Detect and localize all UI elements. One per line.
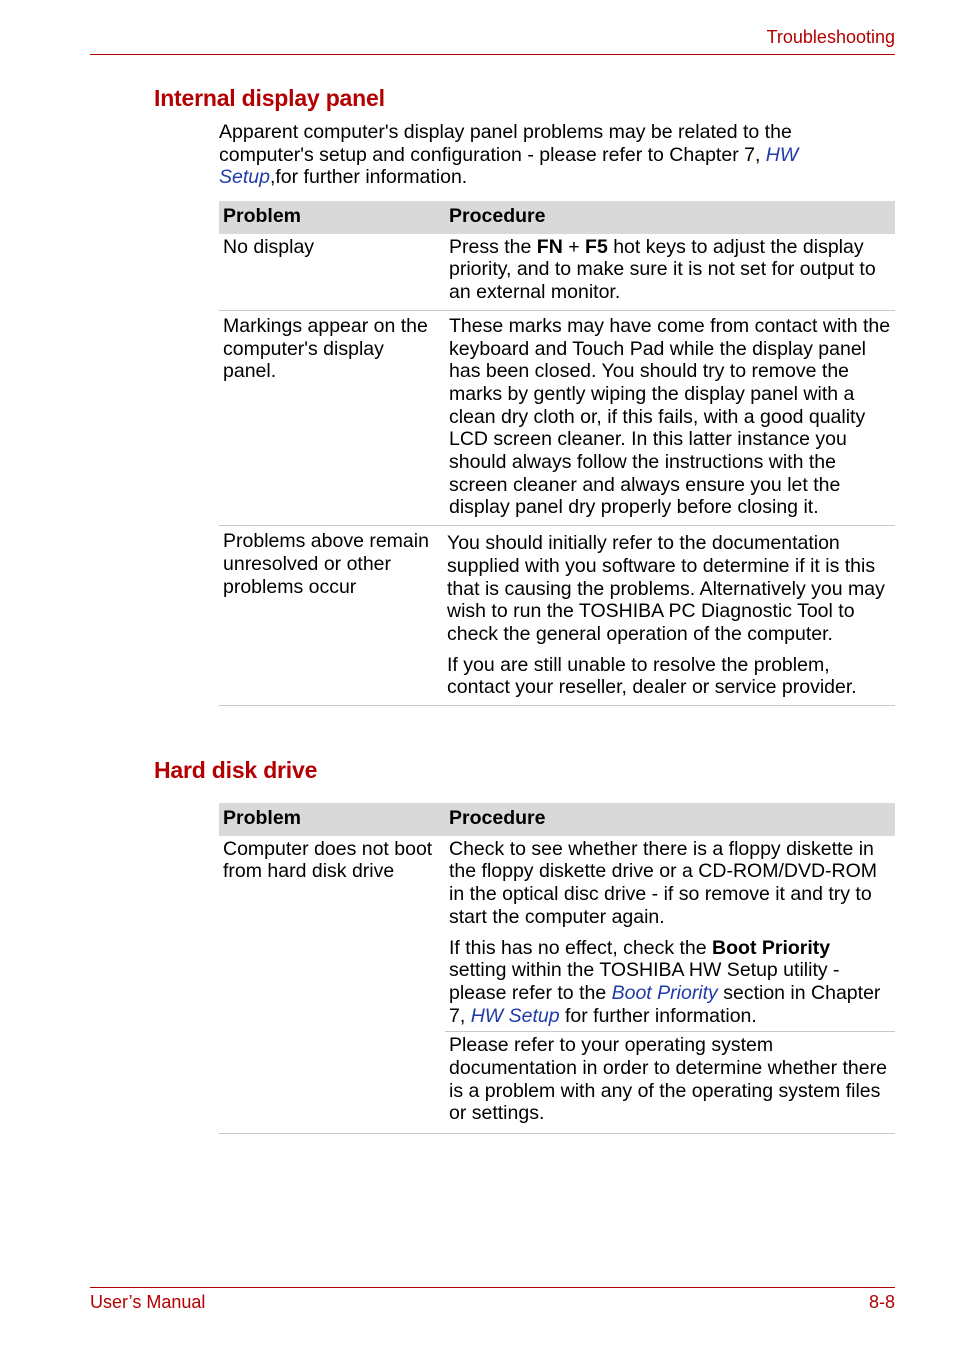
column-header-problem: Problem	[219, 803, 445, 836]
column-header-procedure: Procedure	[445, 201, 895, 234]
procedure-cell: These marks may have come from contact with the keyboard and Touch Pad while the display panel has been closed. You should try to remove the marks by gently wiping the display panel with a clean dry cloth or, if this fails, with a good quality LCD screen cleaner. In this latter instance you should always follow the instructions with the screen cleaner and always ensure you let the display panel dry properly before closing it.	[445, 310, 895, 525]
column-header-procedure: Procedure	[445, 803, 895, 836]
column-header-problem: Problem	[219, 201, 445, 234]
hard-disk-table	[219, 803, 895, 1134]
intro-text: Apparent computer's display panel problems may be related to the computer's setup and configuration - please refer to Chapter 7,	[219, 121, 792, 166]
hw-setup-link[interactable]: HW Setup	[219, 143, 799, 189]
table-row	[219, 836, 895, 1134]
page-number: 8-8	[868, 1292, 895, 1312]
table-row	[219, 310, 895, 525]
table-header-row	[219, 803, 895, 836]
key-f5: F5	[585, 235, 608, 258]
boot-priority-link[interactable]: Boot Priority	[611, 981, 718, 1004]
procedure-cell	[445, 526, 895, 706]
running-header: Troubleshooting	[766, 27, 895, 47]
section-title-hdd: Hard disk drive	[154, 757, 318, 783]
section-title-display: Internal display panel	[154, 85, 385, 111]
procedure-paragraph: If you are still unable to resolve the problem, contact your reseller, dealer or service provider.	[447, 653, 857, 699]
table-row	[219, 234, 895, 311]
procedure-paragraph: Check to see whether there is a floppy diskette in the floppy diskette drive or a CD-ROM/DVD-ROM in the optical disc drive - if so remove it and try to start the computer again.	[449, 837, 878, 928]
procedure-paragraph: You should initially refer to the documentation supplied with you software to determine if it is this that is causing the problems. Alternatively you may wish to run the TOSHIBA PC Diagnostic Tool to check the general operation of the computer.	[447, 532, 885, 645]
procedure-cell: Press the FN + F5 hot keys to adjust the display priority, and to make sure it is not set for output to an external monitor.	[445, 234, 895, 311]
intro-paragraph	[219, 121, 859, 189]
table-header-row	[219, 201, 895, 234]
intro-text-end: ,for further information.	[269, 166, 468, 189]
problem-cell: Computer does not boot from hard disk drive	[219, 836, 445, 1134]
procedure-paragraph: Please refer to your operating system documentation in order to determine whether there is a problem with any of the operating system files or settings.	[449, 1034, 887, 1125]
footer-manual-title: User’s Manual	[90, 1292, 206, 1312]
boot-priority-bold: Boot Priority	[712, 936, 831, 959]
table-row	[219, 526, 895, 706]
problem-cell: No display	[219, 234, 445, 311]
header-rule	[90, 54, 895, 55]
problem-cell: Markings appear on the computer's display panel.	[219, 310, 445, 525]
problem-cell: Problems above remain unresolved or other problems occur	[219, 526, 445, 706]
key-fn: FN	[536, 235, 563, 258]
display-panel-table	[219, 201, 895, 706]
hw-setup-link[interactable]: HW Setup	[470, 1004, 560, 1027]
procedure-paragraph: If this has no effect, check the Boot Priority setting within the TOSHIBA HW Setup utility - please refer to the Boot Priority section in Chapter 7, HW Setup for further information.	[449, 936, 881, 1027]
procedure-divider	[445, 1031, 895, 1133]
procedure-cell	[445, 836, 895, 1134]
footer-rule	[90, 1287, 895, 1288]
